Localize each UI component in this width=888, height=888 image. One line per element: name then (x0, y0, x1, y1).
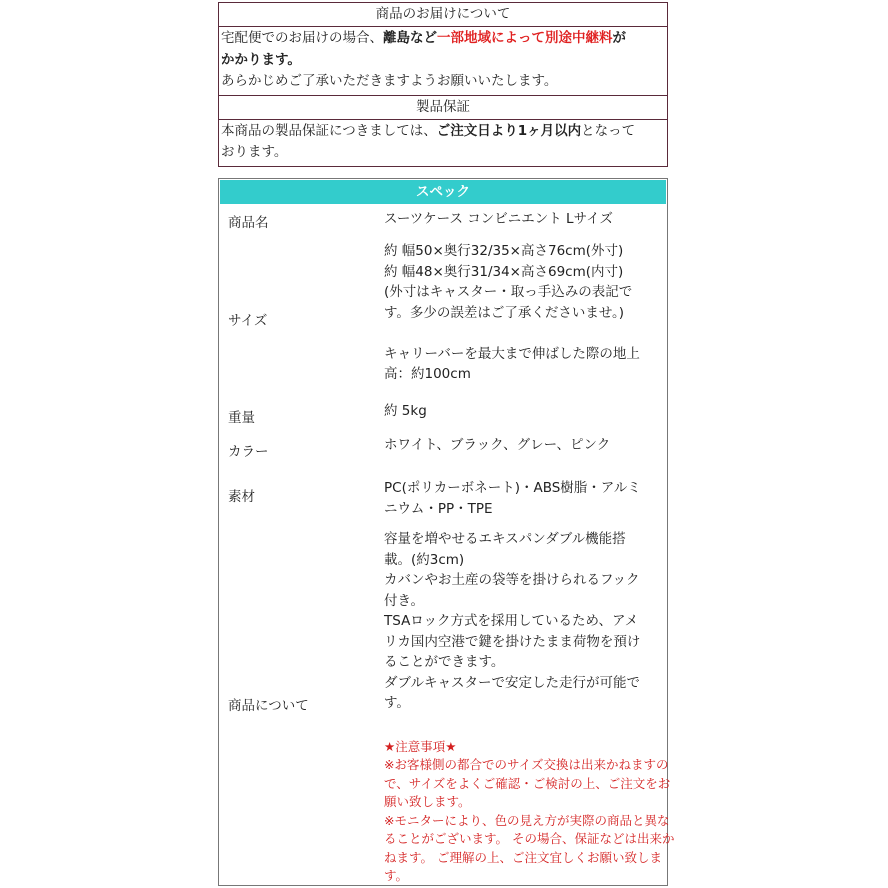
caution-line: ★注意事項★ (384, 738, 457, 754)
delivery-notice-table (218, 2, 668, 167)
spec-label: 商品名 (228, 215, 269, 231)
spec-value (384, 209, 666, 230)
spec-value-line: 載。(約3cm) (384, 551, 465, 568)
warranty-period: ご注文日より1ヶ月以内 (436, 122, 582, 139)
caution-line: す。 (384, 868, 409, 883)
caution-line: ※モニターにより、色の見え方が実際の商品と異な (384, 812, 670, 828)
spec-label: 重量 (228, 410, 255, 426)
warranty-text: おります。 (221, 144, 288, 160)
caution-line: で、サイズをよくご確認・ご検討の上、ご注文をお (384, 775, 671, 791)
spec-label: 商品について (228, 698, 309, 714)
spec-label: サイズ (228, 313, 268, 329)
delivery-body (219, 27, 667, 96)
spec-value (384, 478, 666, 519)
spec-value-line: ダブルキャスターで安定した走行が可能で (384, 674, 640, 691)
delivery-bold: が (612, 30, 626, 46)
spec-value-line: 容量を増やせるエキスパンダブル機能搭 (384, 531, 626, 547)
delivery-bold: かかります。 (221, 51, 301, 68)
spec-value (384, 529, 675, 886)
spec-value-line: ホワイト、ブラック、グレー、ピンク (384, 437, 611, 453)
caution-notes (384, 738, 675, 886)
spec-value-line: カバンやお土産の袋等を掛けられるフック (384, 572, 640, 588)
spec-value-line: 付き。 (384, 592, 424, 609)
warranty-body (219, 120, 667, 166)
spec-value-line: キャリーバーを最大まで伸ばした際の地上 (384, 345, 640, 362)
spec-value-line: PC(ポリカーボネート)・ABS樹脂・アルミ (384, 480, 641, 496)
delivery-text: 宅配便でのお届けの場合、 (221, 30, 383, 46)
spec-value (384, 241, 666, 385)
caution-line: ※お客様側の都合でのサイズ交換は出来かねますの (384, 757, 669, 772)
warranty-text: となって (581, 122, 636, 139)
spec-value-line: す。多少の誤差はご了承くださいませ。) (384, 304, 625, 321)
spec-value-line: ニウム・PP・TPE (384, 500, 493, 517)
spec-value-line: ることができます。 (384, 654, 505, 670)
delivery-text: あらかじめご了承いただきますようお願いいたします。 (221, 73, 558, 89)
caution-line: ねます。 ご理解の上、ご注文宜しくお願い致しま (384, 849, 662, 865)
spec-value-line: TSAロック方式を採用しているため、アメ (384, 613, 639, 629)
spec-value-line: 約 幅48×奥行31/34×高さ69cm(内寸) (384, 263, 624, 280)
delivery-bold: 離島など (383, 30, 437, 46)
spec-value (384, 401, 666, 422)
caution-line: 願い致します。 (384, 794, 471, 809)
warranty-heading: 製品保証 (219, 96, 667, 120)
spec-value-line: リカ国内空港で鍵を掛けたまま荷物を預け (384, 633, 641, 650)
delivery-fee-warning: 一部地域によって別途中継料 (437, 30, 613, 46)
spec-value-line: す。 (384, 695, 410, 711)
spec-table (218, 178, 675, 886)
spec-value-line: 約 幅50×奥行32/35×高さ76cm(外寸) (384, 243, 624, 259)
spec-value-line: 約 5kg (384, 403, 427, 419)
spec-value-line: スーツケース コンビニエント Lサイズ (384, 211, 613, 227)
delivery-heading: 商品のお届けについて (219, 3, 667, 27)
caution-line: ることがございます。 その場合、保証などは出来か (384, 831, 675, 846)
spec-heading: スペック (220, 180, 666, 204)
spec-value-line: (外寸はキャスター・取っ手込みの表記で (384, 284, 633, 300)
spec-value-line (384, 323, 666, 344)
spec-value-line: 高：約100cm (384, 366, 471, 382)
spec-value (384, 435, 666, 456)
warranty-text: 本商品の製品保証につきましては、 (221, 122, 437, 139)
spec-label: 素材 (228, 489, 255, 505)
spec-label: カラー (228, 444, 269, 460)
